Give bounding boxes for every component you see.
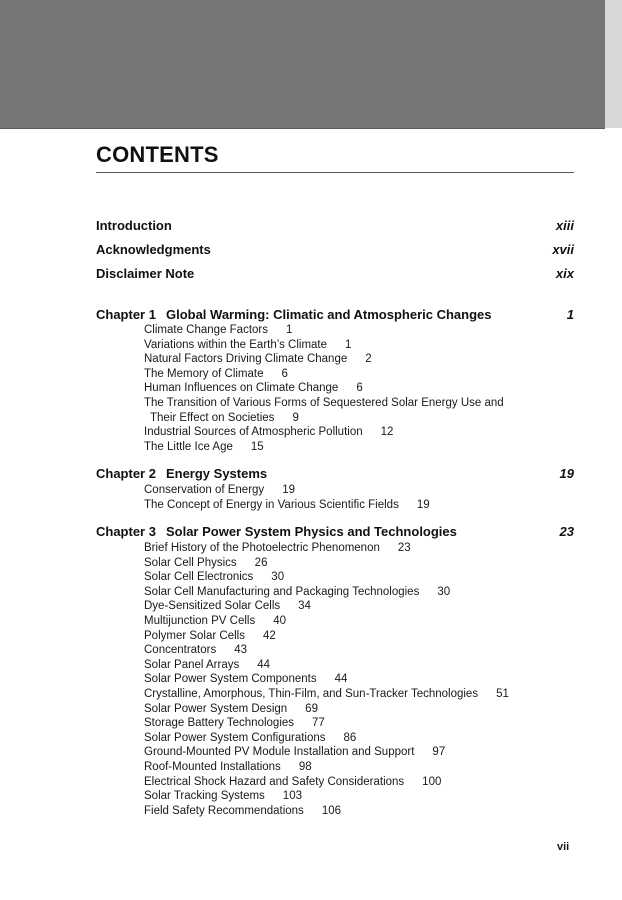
toc-entry-continued[interactable] — [144, 411, 574, 426]
header-band — [0, 0, 605, 129]
side-strip — [605, 0, 622, 128]
entry-page: 19 — [282, 484, 295, 496]
chapter-title: Energy Systems — [165, 466, 268, 481]
toc-entry[interactable] — [144, 498, 574, 513]
entry-page: 2 — [365, 353, 372, 366]
toc-entry[interactable] — [144, 483, 574, 498]
toc-entry[interactable] — [144, 760, 574, 775]
entry-page: 86 — [343, 731, 357, 744]
toc-entry[interactable] — [144, 658, 574, 673]
toc-entry[interactable] — [144, 599, 574, 614]
toc-chapter-3[interactable] — [96, 524, 574, 539]
entry-title: Field Safety Recommendations — [144, 804, 304, 817]
toc-entry[interactable] — [144, 629, 574, 644]
toc-entry[interactable] — [144, 338, 574, 353]
entry-title: Industrial Sources of Atmospheric Pollution — [144, 426, 363, 439]
toc-front-acknowledgments[interactable] — [96, 242, 574, 257]
toc-front-introduction[interactable] — [96, 218, 574, 233]
chapter-1-entries — [144, 323, 574, 454]
entry-title: Conservation of Energy — [144, 484, 265, 496]
entry-title: Electrical Shock Hazard and Safety Considerations — [144, 775, 405, 788]
toc-entry[interactable] — [144, 804, 574, 819]
toc-entry[interactable] — [144, 396, 574, 411]
chapter-title: Solar Power System Physics and Technologies — [165, 524, 457, 539]
toc-entry[interactable] — [144, 323, 574, 338]
entry-title-continued: Their Effect on Societies — [150, 411, 275, 424]
entry-page: 77 — [312, 717, 325, 730]
entry-page: 9 — [292, 411, 299, 424]
entry-title: Variations within the Earth’s Climate — [144, 338, 328, 351]
entry-page: 6 — [281, 367, 288, 380]
entry-title: Solar Tracking Systems — [144, 790, 265, 803]
front-page: xix — [555, 266, 574, 281]
entry-title: Human Influences on Climate Change — [144, 382, 339, 395]
entry-title: Roof-Mounted Installations — [144, 760, 281, 773]
toc-entry[interactable] — [144, 716, 574, 731]
entry-page: 44 — [257, 658, 271, 671]
toc-chapter-2[interactable] — [96, 466, 574, 481]
chapter-title: Global Warming: Climatic and Atmospheric Changes — [165, 307, 492, 322]
entry-page: 100 — [422, 775, 442, 788]
entry-title: Solar Power System Components — [144, 673, 317, 686]
chapter-page: 1 — [566, 307, 574, 322]
entry-page: 97 — [432, 746, 446, 759]
entry-page: 34 — [298, 600, 311, 613]
entry-page: 43 — [234, 644, 248, 657]
entry-title: Crystalline, Amorphous, Thin-Film, and Sun-Tracker Technologies — [144, 687, 479, 700]
entry-title: The Little Ice Age — [144, 440, 233, 453]
toc-entry[interactable] — [144, 731, 574, 746]
chapter-2-entries — [144, 483, 574, 512]
toc-entry[interactable] — [144, 687, 574, 702]
entry-page: 23 — [397, 542, 411, 554]
entry-page: 30 — [271, 571, 285, 584]
entry-title: Natural Factors Driving Climate Change — [144, 353, 348, 366]
front-title: Acknowledgments — [96, 242, 211, 257]
toc-entry[interactable] — [144, 643, 574, 658]
entry-page: 106 — [321, 804, 341, 817]
toc-entry[interactable] — [144, 585, 574, 600]
entry-title: Solar Panel Arrays — [144, 658, 240, 671]
toc-front-disclaimer[interactable] — [96, 266, 574, 281]
title-rule — [96, 172, 574, 173]
toc-entry[interactable] — [144, 775, 574, 790]
front-page: xiii — [555, 218, 574, 233]
entry-page: 30 — [437, 585, 451, 598]
toc-entry[interactable] — [144, 556, 574, 571]
chapter-label: Chapter 3 — [96, 524, 156, 539]
entry-page: 26 — [254, 556, 268, 569]
entry-page: 1 — [286, 324, 293, 336]
entry-title: Brief History of the Photoelectric Phenomenon — [144, 542, 380, 554]
toc-entry[interactable] — [144, 745, 574, 760]
entry-page: 12 — [380, 426, 394, 439]
entry-page: 44 — [334, 673, 348, 686]
entry-title: Solar Cell Electronics — [144, 571, 254, 584]
toc-entry[interactable] — [144, 352, 574, 367]
toc-entry[interactable] — [144, 702, 574, 717]
entry-page: 69 — [305, 702, 318, 715]
entry-page: 103 — [282, 790, 302, 803]
toc-chapter-1[interactable] — [96, 307, 574, 322]
entry-title: Dye-Sensitized Solar Cells — [144, 600, 281, 613]
front-page: xvii — [552, 242, 574, 257]
toc-entry[interactable] — [144, 614, 574, 629]
entry-title: Solar Cell Physics — [144, 556, 237, 569]
chapter-3-entries — [144, 541, 574, 818]
entry-page: 6 — [356, 382, 363, 395]
entry-title: Concentrators — [144, 644, 217, 657]
chapter-page: 23 — [559, 524, 574, 539]
entry-title: Multijunction PV Cells — [144, 614, 256, 627]
toc-entry[interactable] — [144, 789, 574, 804]
entry-page: 1 — [345, 338, 352, 351]
entry-page: 98 — [298, 760, 312, 773]
entry-title: Storage Battery Technologies — [144, 717, 295, 730]
entry-title: Solar Power System Design — [144, 702, 288, 715]
entry-page: 51 — [496, 687, 509, 700]
toc-entry[interactable] — [144, 440, 574, 455]
front-title: Disclaimer Note — [96, 266, 195, 281]
chapter-page: 19 — [559, 466, 574, 481]
toc-entry[interactable] — [144, 672, 574, 687]
front-title: Introduction — [96, 218, 172, 233]
entry-page: 19 — [416, 498, 430, 511]
entry-title: Climate Change Factors — [144, 324, 268, 336]
entry-title: Solar Cell Manufacturing and Packaging Technologies — [144, 585, 420, 598]
toc-entry[interactable] — [144, 425, 574, 440]
toc-entry[interactable] — [144, 570, 574, 585]
chapter-label: Chapter 2 — [96, 466, 156, 481]
entry-page: 42 — [262, 629, 276, 642]
entry-title: Solar Power System Configurations — [144, 731, 326, 744]
entry-page: 15 — [250, 440, 264, 453]
page-title: CONTENTS — [96, 142, 219, 167]
entry-title: The Transition of Various Forms of Sequestered Solar Energy Use and — [144, 396, 504, 409]
entry-title: Polymer Solar Cells — [144, 629, 245, 642]
entry-title: The Memory of Climate — [144, 367, 264, 380]
toc-entry[interactable] — [144, 541, 574, 556]
entry-title: Ground-Mounted PV Module Installation and Support — [144, 746, 415, 759]
chapter-label: Chapter 1 — [96, 307, 156, 322]
page-number: vii — [557, 841, 570, 853]
entry-page: 40 — [273, 614, 287, 627]
entry-title: The Concept of Energy in Various Scientific Fields — [144, 498, 399, 511]
toc-entry[interactable] — [144, 381, 574, 396]
toc-entry[interactable] — [144, 367, 574, 382]
